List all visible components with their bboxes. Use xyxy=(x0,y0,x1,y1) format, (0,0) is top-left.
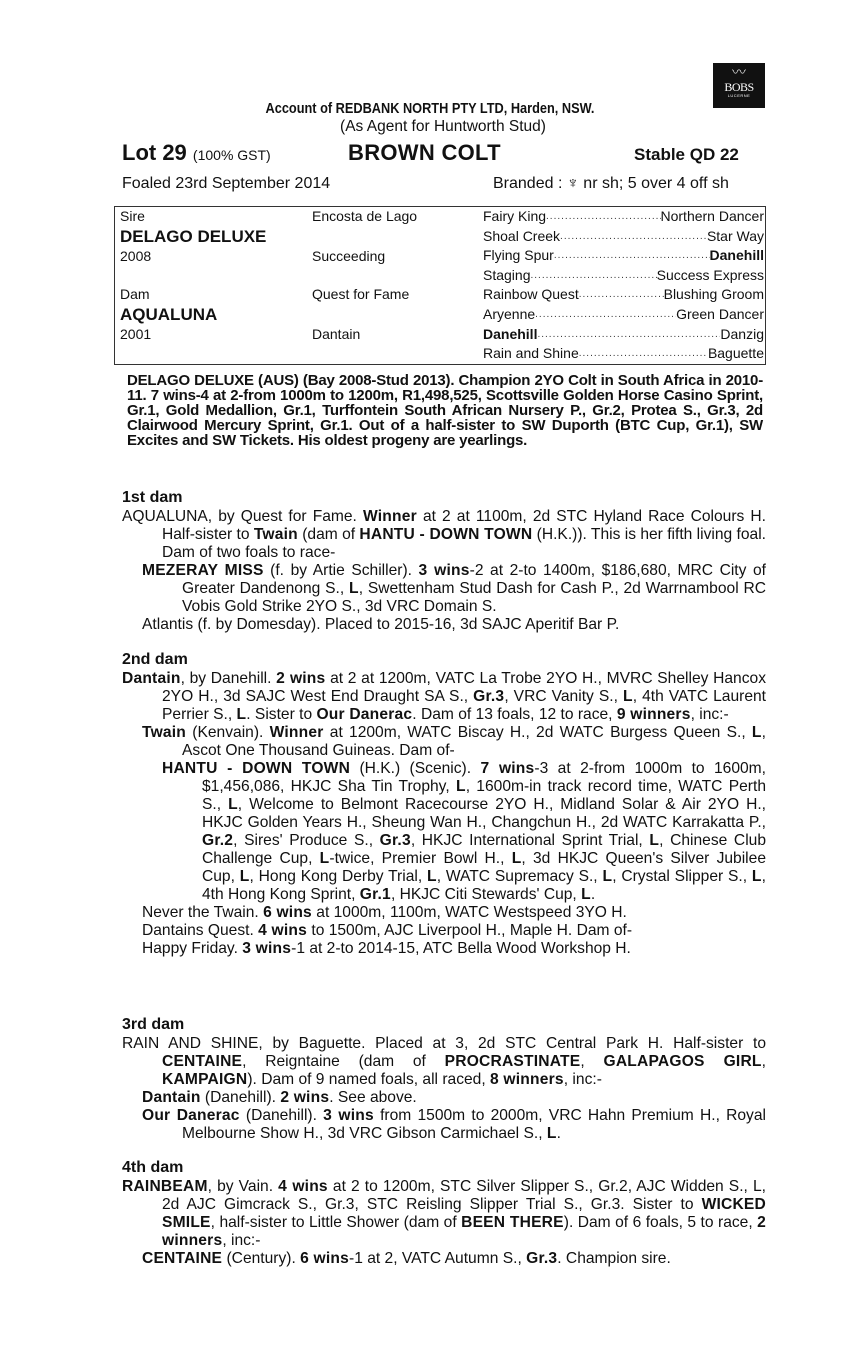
bird-icon: 〰 xyxy=(732,64,746,80)
text: , Crystal Slipper S., xyxy=(612,868,752,885)
ancestor-sire: Danzig xyxy=(720,325,764,342)
text: , xyxy=(580,1053,604,1070)
ancestor-sire: Star Way xyxy=(706,227,764,244)
text: (dam of xyxy=(297,526,360,543)
ancestor-row xyxy=(483,305,764,324)
pedigree-entry xyxy=(122,1250,766,1268)
branded-label: Branded : xyxy=(493,175,563,192)
text: at 1200m, WATC Biscay H., 2d WATC Burgess Queen S., xyxy=(323,724,752,741)
bold-text: Our Danerac xyxy=(142,1107,240,1124)
text: , VRC Vanity S., xyxy=(504,688,623,705)
sire-description: DELAGO DELUXE (AUS) (Bay 2008-Stud 2013). Champion 2YO Colt in South Africa in 2010-11. 7 wins-4 at 2-from 1000m to 1200m, R1,498,525, Scottsville Golden Horse Casino Sprint, Gr.1, Gold Medallion, Gr.1, Turffontein South African Nursery P., Gr.2, Protea S., Gr.3, 2d Clairwood Mercury Sprint, Gr.1. Out of a half-sister to SW Duporth (BTC Cup, Gr.1), SW Excites and SW Tickets. His oldest progeny are yearlings. xyxy=(127,372,763,449)
bold-text: Twain xyxy=(142,724,187,741)
ancestor-name: Staging xyxy=(483,266,531,283)
text: , by Danehill. xyxy=(180,670,277,687)
vendor-agent: (As Agent for Huntworth Stud) xyxy=(340,118,546,135)
leader-dots xyxy=(579,344,708,363)
bold-text: CENTAINE xyxy=(142,1250,223,1267)
text: , 1600m-in track record time, WATC Perth S., xyxy=(202,778,767,813)
leader-dots xyxy=(530,266,656,285)
ancestor-row xyxy=(483,246,764,265)
ancestor-row xyxy=(483,266,764,285)
bold-text: L xyxy=(348,580,359,597)
bold-text: L xyxy=(455,778,466,795)
text: , Sires' Produce S., xyxy=(233,832,380,849)
ancestor-name: Aryenne xyxy=(483,306,536,322)
bold-text: 2 winners xyxy=(162,1214,766,1249)
bold-text: L xyxy=(649,832,660,849)
bold-text: Twain xyxy=(253,526,298,543)
pedigree-entry xyxy=(122,1035,766,1089)
text: Dantains Quest. xyxy=(142,922,259,939)
text: . See above. xyxy=(329,1089,417,1106)
ancestor-name: Flying Spur xyxy=(483,247,554,264)
logo-text: BOBS xyxy=(724,80,754,94)
text: , Welcome to Belmont Racecourse 2YO H., Midland Solar & Air 2YO H., HKJC Golden Years H., Sheung Wan H., Changchun H., 2d WATC Karrakatta P., xyxy=(202,796,766,831)
foaled-date: Foaled 23rd September 2014 xyxy=(122,175,331,192)
text: . Dam of 13 foals, 12 to race, xyxy=(412,706,617,723)
pedigree-entry xyxy=(122,508,766,562)
text: (H.K.) (Scenic). xyxy=(350,760,481,777)
text: , HKJC International Sprint Trial, xyxy=(410,832,650,849)
bold-text: 4 wins xyxy=(258,922,308,939)
bold-text: L xyxy=(236,706,247,723)
text: , by Vain. xyxy=(207,1178,279,1195)
leader-dots xyxy=(535,305,676,324)
ancestor-sire: Danehill xyxy=(709,247,764,264)
text: , xyxy=(761,1053,766,1070)
text: , 4th VATC Laurent Perrier S., xyxy=(162,688,767,723)
leader-dots xyxy=(560,227,707,246)
text: , 4th Hong Kong Sprint, xyxy=(202,868,766,903)
bold-text: Dantain xyxy=(142,1089,201,1106)
lot-label: Lot 29 xyxy=(122,140,187,165)
text: -twice, Premier Bowl H., xyxy=(329,850,512,867)
bold-text: Gr.1 xyxy=(359,886,391,903)
ancestor-sire: Northern Dancer xyxy=(660,208,764,224)
leader-dots xyxy=(546,207,660,226)
dam-year: 2001 xyxy=(120,326,152,342)
bold-text: Gr.3 xyxy=(473,688,505,705)
ancestor-sire: Success Express xyxy=(656,266,764,283)
leader-dots xyxy=(554,246,710,265)
pedigree-entry xyxy=(122,1178,766,1250)
text: Atlantis (f. by Domesday). Placed to 2015-16, 3d SAJC Aperitif Bar P. xyxy=(142,616,620,633)
bold-text: 2 wins xyxy=(276,670,326,687)
logo-subtext: LUCERNE xyxy=(727,93,751,98)
text: RAIN AND SHINE, by Baguette. Placed at 3, 2d STC Central Park H. Half-sister to xyxy=(122,1035,766,1052)
text: Never the Twain. xyxy=(142,904,264,921)
dam-name: AQUALUNA xyxy=(120,305,218,324)
text: (Century). xyxy=(222,1250,301,1267)
grandsire: Encosta de Lago xyxy=(312,208,418,224)
text: (H.K.)). This is her fifth living foal. Dam of two foals to race- xyxy=(162,526,766,561)
branded-text: nr sh; 5 over 4 off sh xyxy=(583,175,729,192)
sire-name: DELAGO DELUXE xyxy=(120,227,267,246)
pedigree-table xyxy=(114,206,766,365)
bold-text: MEZERAY MISS xyxy=(142,562,264,579)
text: , Swettenham Stud Dash for Cash P., 2d Warrnambool RC Vobis Gold Strike 2YO S., 3d VRC Domain S. xyxy=(182,580,766,615)
pedigree-entry xyxy=(122,562,766,616)
text: from 1500m to 2000m, VRC Hahn Premium H., Royal Melbourne Show H., 3d VRC Gibson Carmichael S., xyxy=(182,1107,766,1142)
lot-number xyxy=(122,140,271,166)
bold-text: L xyxy=(751,868,762,885)
section-heading: 2nd dam xyxy=(122,651,188,668)
pedigree-entry xyxy=(122,904,766,922)
bold-text: RAINBEAM xyxy=(122,1178,208,1195)
bold-text: 2 wins xyxy=(280,1089,330,1106)
gst-note: (100% GST) xyxy=(192,147,271,163)
ancestor-name: Danehill xyxy=(483,325,538,342)
text: . xyxy=(590,886,596,903)
bold-text: WICKED SMILE xyxy=(162,1196,766,1231)
pedigree-entry xyxy=(122,724,766,760)
pedigree-entry xyxy=(122,1089,766,1107)
ancestor-sire: Baguette xyxy=(707,345,764,362)
sire-year: 2008 xyxy=(120,248,152,264)
bold-text: 6 wins xyxy=(263,904,312,921)
bold-text: L xyxy=(751,724,762,741)
pedigree-entry xyxy=(122,616,766,634)
bold-text: HANTU - DOWN TOWN xyxy=(162,760,351,777)
bold-text: Dantain xyxy=(122,670,181,687)
bold-text: 8 winners xyxy=(490,1071,564,1088)
bold-text: Gr.2 xyxy=(202,832,234,849)
text: ). Dam of 9 named foals, all raced, xyxy=(247,1071,491,1088)
text: to 1500m, AJC Liverpool H., Maple H. Dam of- xyxy=(307,922,633,939)
text: (f. by Artie Schiller). xyxy=(263,562,419,579)
pedigree-entry xyxy=(122,670,766,724)
text: at 2 to 1200m, STC Silver Slipper S., Gr.2, AJC Widden S., L, 2d AJC Gimcrack S., Gr.3, STC Reisling Slipper Trial S., Gr.3. Sister to xyxy=(162,1178,766,1213)
bold-text: PROCRASTINATE xyxy=(444,1053,581,1070)
dam-section xyxy=(122,488,766,634)
text: Happy Friday. xyxy=(142,940,243,957)
text: at 2 at 1100m, 2d STC Hyland Race Colours H. Half-sister to xyxy=(162,508,767,543)
bold-text: L xyxy=(511,850,522,867)
text: . xyxy=(556,1125,561,1142)
bold-text: L xyxy=(228,796,238,813)
ancestor-row xyxy=(483,344,764,363)
text: (Danehill). xyxy=(239,1107,324,1124)
horse-title: BROWN COLT xyxy=(348,140,501,165)
text: , 3d HKJC Queen's Silver Jubilee Cup, xyxy=(202,850,766,885)
leader-dots xyxy=(579,285,664,304)
granddam: Succeeding xyxy=(312,248,386,264)
text: at 2 at 1200m, VATC La Trobe 2YO H., MVRC Shelley Hancox 2YO H., 3d SAJC West End Draught SA S., xyxy=(162,670,766,705)
ancestor-sire: Blushing Groom xyxy=(663,286,764,303)
bold-text: HANTU - DOWN TOWN xyxy=(359,526,533,543)
section-heading: 1st dam xyxy=(122,489,183,506)
dam-sire: Quest for Fame xyxy=(312,286,410,302)
dam-section xyxy=(122,1015,766,1143)
ancestor-row xyxy=(483,285,764,304)
brand-icon: ♆ xyxy=(566,175,579,192)
stable-number: Stable QD 22 xyxy=(634,145,739,164)
text: . Sister to xyxy=(246,706,317,723)
dam-section xyxy=(122,1158,766,1268)
bold-text: Winner xyxy=(269,724,324,741)
bold-text: L xyxy=(239,868,250,885)
bold-text: L xyxy=(319,850,330,867)
pedigree-entry xyxy=(122,940,766,958)
bold-text: 3 wins xyxy=(242,940,292,957)
text: , HKJC Citi Stewards' Cup, xyxy=(390,886,582,903)
text: (Danehill). xyxy=(200,1089,281,1106)
text: -3 at 2-from 1000m to 1600m, $1,456,086, HKJC Sha Tin Trophy, xyxy=(202,760,766,795)
bold-text: Our Danerac xyxy=(316,706,413,723)
pedigree-entry xyxy=(122,922,766,940)
ancestor-row xyxy=(483,227,764,246)
bold-text: L xyxy=(546,1125,557,1142)
bold-text: GALAPAGOS GIRL xyxy=(603,1053,762,1070)
dam-section xyxy=(122,650,766,958)
ancestor-name: Rain and Shine xyxy=(483,345,579,362)
text: , WATC Supremacy S., xyxy=(436,868,603,885)
leader-dots xyxy=(537,325,720,344)
text: ). Dam of 6 foals, 5 to race, xyxy=(563,1214,758,1231)
bold-text: 6 wins xyxy=(300,1250,350,1267)
branding xyxy=(493,175,729,193)
bold-text: 4 wins xyxy=(278,1178,328,1195)
text: , Chinese Club Challenge Cup, xyxy=(202,832,766,867)
bold-text: Gr.3 xyxy=(379,832,411,849)
bold-text: 7 wins xyxy=(480,760,535,777)
bold-text: KAMPAIGN xyxy=(162,1071,248,1088)
bold-text: L xyxy=(602,868,613,885)
text: , inc:- xyxy=(563,1071,602,1088)
text: , inc:- xyxy=(222,1232,261,1249)
text: , Reigntaine (dam of xyxy=(242,1053,445,1070)
pedigree-entry xyxy=(122,760,766,904)
text: -2 at 2-to 1400m, $186,680, MRC City of Greater Dandenong S., xyxy=(182,562,766,597)
section-heading: 4th dam xyxy=(122,1159,184,1176)
ancestor-name: Shoal Creek xyxy=(483,227,561,244)
bold-text: 9 winners xyxy=(616,706,691,723)
bold-text: 3 wins xyxy=(418,562,470,579)
text: , Hong Kong Derby Trial, xyxy=(249,868,428,885)
ancestor-row xyxy=(483,207,764,226)
bold-text: L xyxy=(622,688,633,705)
bold-text: Winner xyxy=(362,508,417,525)
text: , inc:- xyxy=(690,706,729,723)
vendor-account: Account of REDBANK NORTH PTY LTD, Harden, NSW. xyxy=(265,100,595,117)
text: (Kenvain). xyxy=(186,724,270,741)
dam-dam: Dantain xyxy=(312,326,361,342)
sire-label: Sire xyxy=(120,208,145,224)
text: -1 at 2, VATC Autumn S., xyxy=(349,1250,527,1267)
ancestor-name: Rainbow Quest xyxy=(483,286,579,303)
text: -1 at 2-to 2014-15, ATC Bella Wood Workshop H. xyxy=(291,940,631,957)
text: AQUALUNA, by Quest for Fame. xyxy=(122,508,363,525)
ancestor-name: Fairy King xyxy=(483,208,547,224)
ancestor-sire: Green Dancer xyxy=(676,306,764,322)
section-heading: 3rd dam xyxy=(122,1016,185,1033)
pedigree-entry xyxy=(122,1107,766,1143)
text: , Ascot One Thousand Guineas. Dam of- xyxy=(182,724,766,759)
dam-label: Dam xyxy=(120,286,150,302)
bold-text: Gr.3 xyxy=(526,1250,558,1267)
text: at 1000m, 1100m, WATC Westspeed 3YO H. xyxy=(311,904,627,921)
bold-text: L xyxy=(427,868,437,885)
text: , half-sister to Little Shower (dam of xyxy=(210,1214,462,1231)
bold-text: CENTAINE xyxy=(162,1053,243,1070)
bold-text: 3 wins xyxy=(323,1107,374,1124)
bold-text: L xyxy=(581,886,591,903)
ancestor-row xyxy=(483,325,764,344)
text: . Champion sire. xyxy=(557,1250,671,1267)
bold-text: BEEN THERE xyxy=(461,1214,564,1231)
